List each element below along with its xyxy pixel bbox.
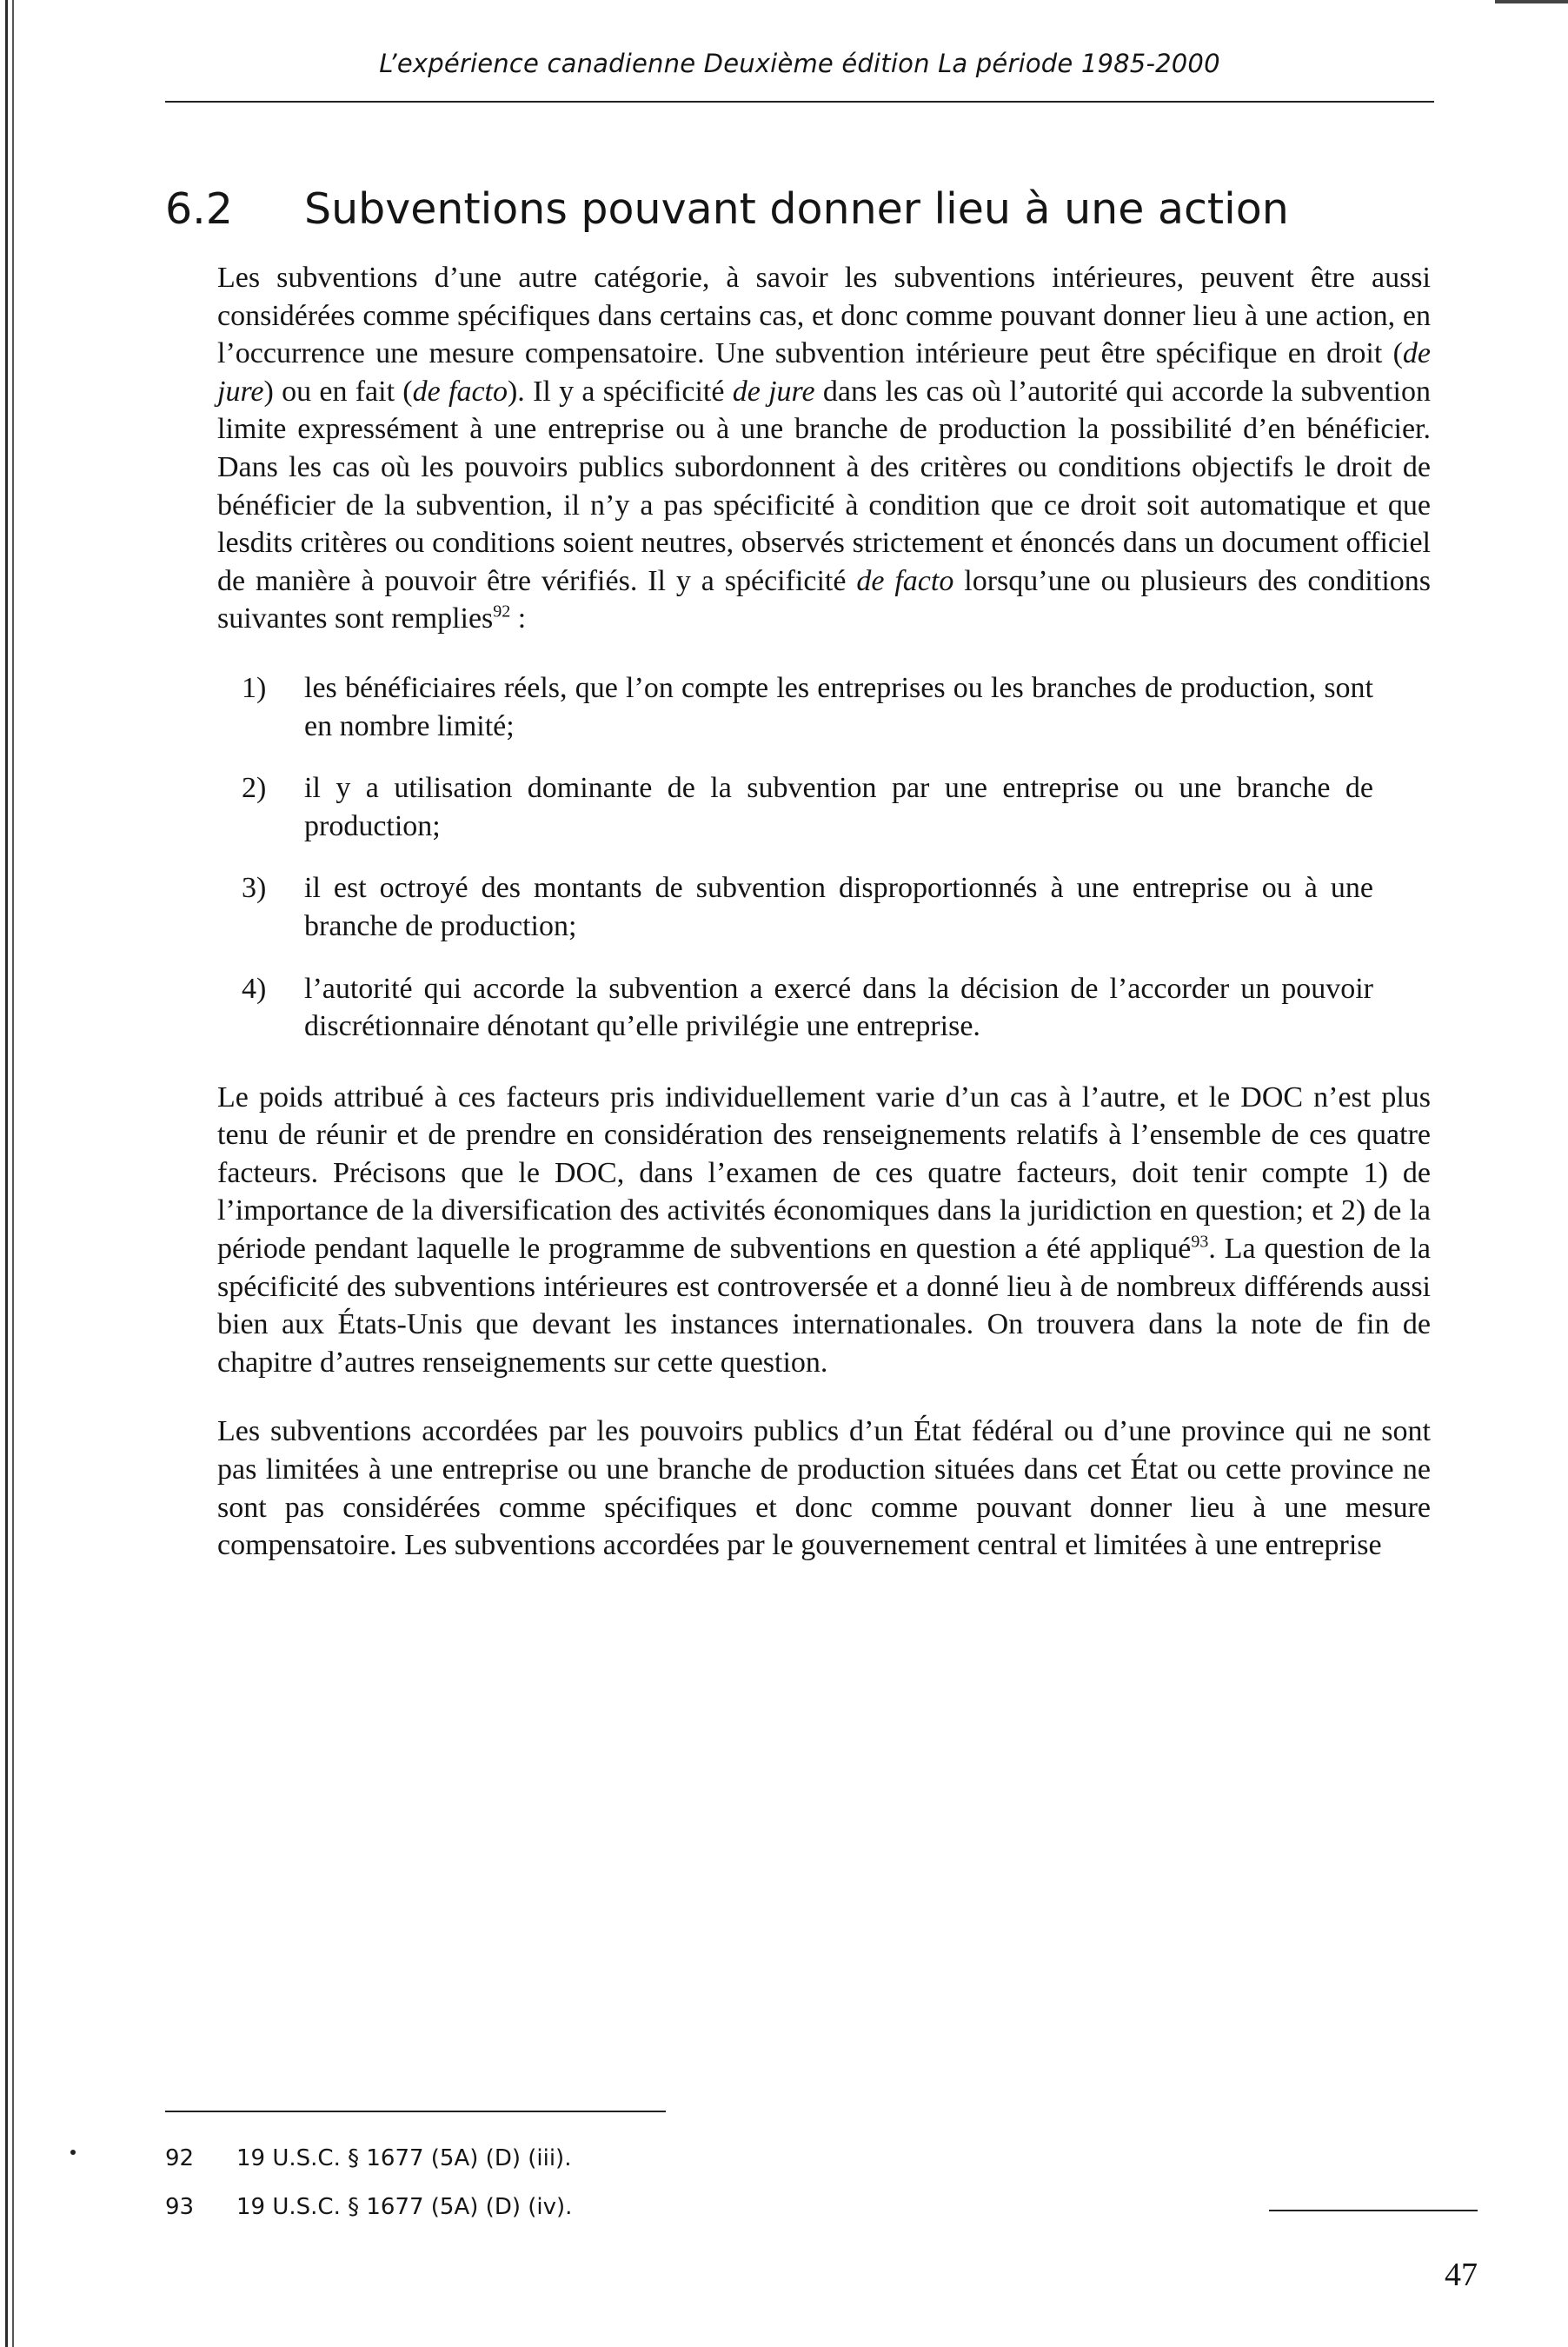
list-item-text: l’autorité qui accorde la subvention a exercé dans la décision de l’accorder un pouvoir discrétionnaire dénotant qu’elle privilégie une entreprise. — [304, 972, 1373, 1043]
p1-em-de-jure-2: de jure — [732, 375, 815, 408]
body-text — [217, 259, 1431, 1565]
list-item — [217, 669, 1431, 745]
p1-em-de-facto: de facto — [412, 375, 508, 408]
footnotes — [165, 2134, 860, 2231]
list-item-text: il y a utilisation dominante de la subvention par une entreprise ou une branche de production; — [304, 772, 1373, 842]
list-item-text: il est octroyé des montants de subvention disproportionnés à une entreprise ou à une branche de production; — [304, 872, 1373, 942]
list-item-text: les bénéficiaires réels, que l’on compte les entreprises ou les branches de production, sont en nombre limité; — [304, 671, 1373, 742]
running-header: L’expérience canadienne Deuxième édition La période 1985-2000 — [379, 49, 1220, 78]
page-top-edge — [1495, 0, 1568, 3]
list-marker: 4) — [242, 972, 267, 1005]
section-title — [165, 184, 1434, 234]
p1-text-b: ) ou en fait ( — [263, 375, 413, 408]
footnote-93 — [165, 2183, 860, 2231]
page-number-rule — [1269, 2210, 1478, 2211]
list-marker: 3) — [242, 872, 267, 905]
footnote-rule — [165, 2111, 666, 2112]
p1-em-de-jure: de jure — [217, 337, 1431, 408]
page-number: 47 — [1445, 2257, 1478, 2293]
paragraph-1 — [217, 259, 1431, 638]
footnote-text: 19 U.S.C. § 1677 (5A) (D) (iv). — [236, 2194, 573, 2220]
p1-text-f: : — [510, 602, 527, 635]
footnote-ref-92[interactable]: 92 — [493, 602, 511, 622]
list-item — [217, 970, 1431, 1046]
paragraph-2 — [217, 1079, 1431, 1382]
footnote-92 — [165, 2134, 860, 2183]
conditions-list — [217, 669, 1431, 1046]
footnote-number: 93 — [165, 2194, 195, 2220]
p1-text-d: dans les cas où l’autorité qui accorde la subvention limite expressément à une entreprise ou à une branche de production la possibilité d’en bénéficier. Dans les cas où les pouvoirs publics subordonnent à des critères ou conditions objectifs le droit de bénéficier de la subvention, il n’y a pas spécificité à condition que ce droit soit automatique et que lesdits critères ou conditions soient neutres, observés strictement et énoncés dans un document officiel de manière à pouvoir être vérifiés. Il y a spécificité — [217, 375, 1432, 597]
p2-text-a: Le poids attribué à ces facteurs pris individuellement varie d’un cas à l’autre, et le DOC n’est plus tenu de réunir et de prendre en considération des renseignements relatifs à l’ensemble de ces quatre facteurs. Précisons que le DOC, dans l’examen de ces quatre facteurs, doit tenir compte 1) de l’importance de la diversification des activités économiques dans la juridiction en question; et 2) de la période pendant laquelle le programme de subventions en question a été appliqué — [217, 1080, 1431, 1266]
header-rule — [165, 101, 1434, 103]
footnote-text: 19 U.S.C. § 1677 (5A) (D) (iii). — [236, 2145, 572, 2171]
scan-speck — [70, 2150, 76, 2155]
list-marker: 2) — [242, 772, 267, 805]
footnote-number: 92 — [165, 2145, 195, 2171]
section-title-text: Subventions pouvant donner lieu à une action — [304, 184, 1289, 234]
p2-text-b: . La question de la spécificité des subventions intérieures est controversée et a donné lieu à de nombreux différends aussi bien aux États-Unis que devant les instances internationales. On trouvera dans la note de fin de chapitre d’autres renseignements sur cette question. — [217, 1233, 1431, 1379]
p1-text-e: lorsqu’une ou plusieurs des conditions suivantes sont remplies — [217, 564, 1432, 635]
list-item — [217, 769, 1431, 845]
p1-em-de-facto-2: de facto — [856, 564, 954, 597]
section-number: 6.2 — [165, 184, 233, 234]
footnote-ref-93[interactable]: 93 — [1191, 1232, 1209, 1252]
list-marker: 1) — [242, 671, 267, 704]
p1-text-a: Les subventions d’une autre catégorie, à savoir les subventions intérieures, peuvent être aussi considérées comme spécifiques dans certains cas, et donc comme pouvant donner lieu à une action, en l’occurrence une mesure compensatoire. Une subvention intérieure peut être spécifique en droit ( — [217, 262, 1431, 370]
list-item — [217, 869, 1431, 945]
book-spine-edge — [0, 0, 19, 2347]
paragraph-3: Les subventions accordées par les pouvoirs publics d’un État fédéral ou d’une province qui ne sont pas limitées à une entreprise ou une branche de production situées dans cet État ou cette province ne sont pas considérées comme spécifiques et donc comme pouvant donner lieu à une mesure compensatoire. Les subventions accordées par le gouvernement central et limitées à une entreprise — [217, 1415, 1431, 1562]
p1-text-c: ). Il y a spécificité — [507, 375, 733, 408]
